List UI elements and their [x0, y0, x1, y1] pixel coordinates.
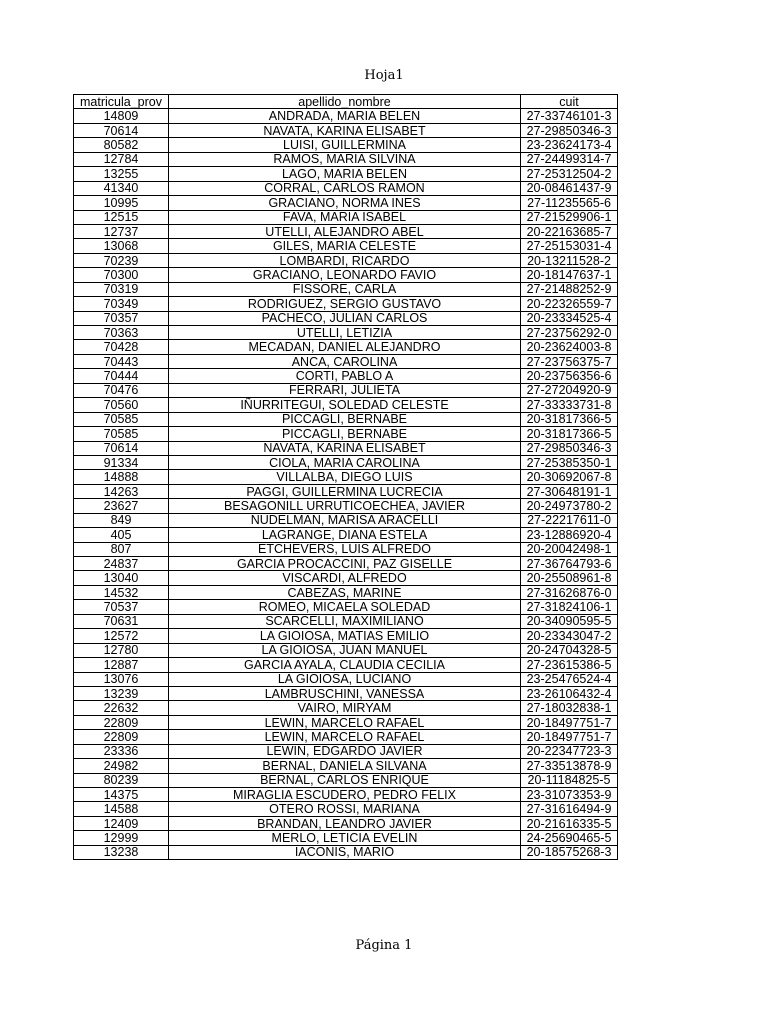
matricula-cell: 849 — [74, 513, 169, 527]
apellido-nombre-cell: ETCHEVERS, LUIS ALFREDO — [169, 542, 521, 556]
matricula-cell: 12780 — [74, 643, 169, 657]
apellido-nombre-cell: FERRARI, JULIETA — [169, 383, 521, 397]
cuit-cell: 20-22326559-7 — [521, 297, 618, 311]
table-row — [74, 484, 618, 498]
matricula-cell: 12887 — [74, 658, 169, 672]
table-row — [74, 383, 618, 397]
matricula-cell: 14263 — [74, 484, 169, 498]
cuit-cell: 20-31817366-5 — [521, 427, 618, 441]
matricula-cell: 80582 — [74, 138, 169, 152]
table-row — [74, 744, 618, 758]
apellido-nombre-cell: LEWIN, MARCELO RAFAEL — [169, 730, 521, 744]
table-row — [74, 730, 618, 744]
matricula-cell: 22632 — [74, 701, 169, 715]
cuit-cell: 27-23615386-5 — [521, 658, 618, 672]
table-row — [74, 686, 618, 700]
apellido-nombre-cell: ANCA, CAROLINA — [169, 354, 521, 368]
sheet-title: Hoja1 — [364, 68, 404, 83]
table-row — [74, 152, 618, 166]
cuit-cell: 27-31616494-9 — [521, 802, 618, 816]
table-row — [74, 181, 618, 195]
cuit-cell: 27-21529906-1 — [521, 210, 618, 224]
matricula-cell: 13076 — [74, 672, 169, 686]
table-row — [74, 282, 618, 296]
cuit-cell: 27-31626876-0 — [521, 585, 618, 599]
apellido-nombre-cell: VAIRO, MIRYAM — [169, 701, 521, 715]
matricula-cell: 14809 — [74, 109, 169, 123]
data-table — [73, 94, 618, 860]
matricula-cell: 12999 — [74, 831, 169, 845]
apellido-nombre-cell: LAGO, MARIA BELEN — [169, 167, 521, 181]
header-row — [74, 95, 618, 109]
apellido-nombre-cell: LA GIOIOSA, JUAN MANUEL — [169, 643, 521, 657]
matricula-cell: 13238 — [74, 845, 169, 859]
matricula-cell: 10995 — [74, 196, 169, 210]
table-row — [74, 802, 618, 816]
matricula-cell: 14375 — [74, 788, 169, 802]
table-row — [74, 455, 618, 469]
cuit-cell: 20-23756356-6 — [521, 369, 618, 383]
apellido-nombre-cell: ROMEO, MICAELA SOLEDAD — [169, 600, 521, 614]
table-row — [74, 167, 618, 181]
matricula-cell: 22809 — [74, 730, 169, 744]
apellido-nombre-cell: PICCAGLI, BERNABE — [169, 412, 521, 426]
cuit-cell: 20-31817366-5 — [521, 412, 618, 426]
table-row — [74, 715, 618, 729]
table-row — [74, 788, 618, 802]
apellido-nombre-cell: LA GIOIOSA, LUCIANO — [169, 672, 521, 686]
cuit-cell: 23-26106432-4 — [521, 686, 618, 700]
apellido-nombre-cell: GARCIA AYALA, CLAUDIA CECILIA — [169, 658, 521, 672]
apellido-nombre-cell: UTELLI, ALEJANDRO ABEL — [169, 224, 521, 238]
matricula-cell: 13255 — [74, 167, 169, 181]
cuit-cell: 27-33746101-3 — [521, 109, 618, 123]
matricula-cell: 12515 — [74, 210, 169, 224]
table-row — [74, 340, 618, 354]
table-row — [74, 224, 618, 238]
cuit-cell: 27-30648191-1 — [521, 484, 618, 498]
apellido-nombre-cell: NUDELMAN, MARISA ARACELLI — [169, 513, 521, 527]
column-header-cuit: cuit — [521, 95, 618, 109]
cuit-cell: 27-23756375-7 — [521, 354, 618, 368]
apellido-nombre-cell: GARCIA PROCACCINI, PAZ GISELLE — [169, 557, 521, 571]
cuit-cell: 27-24499314-7 — [521, 152, 618, 166]
cuit-cell: 20-21616335-5 — [521, 816, 618, 830]
apellido-nombre-cell: RAMOS, MARIA SILVINA — [169, 152, 521, 166]
apellido-nombre-cell: CORRAL, CARLOS RAMON — [169, 181, 521, 195]
matricula-cell: 12737 — [74, 224, 169, 238]
matricula-cell: 70614 — [74, 123, 169, 137]
matricula-cell: 12784 — [74, 152, 169, 166]
matricula-cell: 70560 — [74, 398, 169, 412]
table-row — [74, 311, 618, 325]
table-row — [74, 643, 618, 657]
apellido-nombre-cell: BERNAL, CARLOS ENRIQUE — [169, 773, 521, 787]
table-row — [74, 354, 618, 368]
table-row — [74, 268, 618, 282]
matricula-cell: 70428 — [74, 340, 169, 354]
cuit-cell: 23-12886920-4 — [521, 528, 618, 542]
cuit-cell: 20-24704328-5 — [521, 643, 618, 657]
table-row — [74, 542, 618, 556]
matricula-cell: 41340 — [74, 181, 169, 195]
matricula-cell: 13040 — [74, 571, 169, 585]
cuit-cell: 20-18497751-7 — [521, 715, 618, 729]
apellido-nombre-cell: FAVA, MARIA ISABEL — [169, 210, 521, 224]
cuit-cell: 27-23756292-0 — [521, 326, 618, 340]
apellido-nombre-cell: MIRAGLIA ESCUDERO, PEDRO FELIX — [169, 788, 521, 802]
table-row — [74, 614, 618, 628]
table-row — [74, 398, 618, 412]
cuit-cell: 20-22347723-3 — [521, 744, 618, 758]
cuit-cell: 27-11235565-6 — [521, 196, 618, 210]
matricula-cell: 14888 — [74, 470, 169, 484]
table-row — [74, 629, 618, 643]
cuit-cell: 27-27204920-9 — [521, 383, 618, 397]
cuit-cell: 20-13211528-2 — [521, 253, 618, 267]
cuit-cell: 20-11184825-5 — [521, 773, 618, 787]
matricula-cell: 70357 — [74, 311, 169, 325]
table-row — [74, 427, 618, 441]
matricula-cell: 23336 — [74, 744, 169, 758]
page-footer: Página 1 — [355, 938, 413, 953]
cuit-cell: 20-18497751-7 — [521, 730, 618, 744]
matricula-cell: 70585 — [74, 412, 169, 426]
table-row — [74, 369, 618, 383]
cuit-cell: 20-18575268-3 — [521, 845, 618, 859]
table-row — [74, 441, 618, 455]
apellido-nombre-cell: UTELLI, LETIZIA — [169, 326, 521, 340]
table-row — [74, 239, 618, 253]
matricula-cell: 70585 — [74, 427, 169, 441]
apellido-nombre-cell: IACONIS, MARIO — [169, 845, 521, 859]
apellido-nombre-cell: GILES, MARIA CELESTE — [169, 239, 521, 253]
table-row — [74, 412, 618, 426]
matricula-cell: 70443 — [74, 354, 169, 368]
cuit-cell: 27-25385350-1 — [521, 455, 618, 469]
table-row — [74, 759, 618, 773]
matricula-cell: 13239 — [74, 686, 169, 700]
cuit-cell: 27-29850346-3 — [521, 441, 618, 455]
apellido-nombre-cell: PICCAGLI, BERNABE — [169, 427, 521, 441]
apellido-nombre-cell: VISCARDI, ALFREDO — [169, 571, 521, 585]
apellido-nombre-cell: VILLALBA, DIEGO LUIS — [169, 470, 521, 484]
table-row — [74, 672, 618, 686]
table-row — [74, 557, 618, 571]
apellido-nombre-cell: CABEZAS, MARINE — [169, 585, 521, 599]
cuit-cell: 23-31073353-9 — [521, 788, 618, 802]
apellido-nombre-cell: BESAGONILL URRUTICOECHEA, JAVIER — [169, 499, 521, 513]
table-row — [74, 210, 618, 224]
matricula-cell: 70300 — [74, 268, 169, 282]
cuit-cell: 27-18032838-1 — [521, 701, 618, 715]
matricula-cell: 70349 — [74, 297, 169, 311]
cuit-cell: 20-22163685-7 — [521, 224, 618, 238]
matricula-cell: 22809 — [74, 715, 169, 729]
matricula-cell: 12572 — [74, 629, 169, 643]
table-row — [74, 773, 618, 787]
apellido-nombre-cell: FISSORE, CARLA — [169, 282, 521, 296]
table-row — [74, 658, 618, 672]
cuit-cell: 20-23343047-2 — [521, 629, 618, 643]
cuit-cell: 20-08461437-9 — [521, 181, 618, 195]
apellido-nombre-cell: BRANDAN, LEANDRO JAVIER — [169, 816, 521, 830]
apellido-nombre-cell: NAVATA, KARINA ELISABET — [169, 441, 521, 455]
apellido-nombre-cell: CORTI, PABLO A — [169, 369, 521, 383]
table-row — [74, 109, 618, 123]
table-row — [74, 138, 618, 152]
matricula-cell: 13068 — [74, 239, 169, 253]
matricula-cell: 24837 — [74, 557, 169, 571]
table-row — [74, 499, 618, 513]
table-row — [74, 585, 618, 599]
table-row — [74, 513, 618, 527]
matricula-cell: 23627 — [74, 499, 169, 513]
apellido-nombre-cell: GRACIANO, LEONARDO FAVIO — [169, 268, 521, 282]
matricula-cell: 405 — [74, 528, 169, 542]
table-row — [74, 196, 618, 210]
table-row — [74, 816, 618, 830]
cuit-cell: 20-18147637-1 — [521, 268, 618, 282]
cuit-cell: 24-25690465-5 — [521, 831, 618, 845]
apellido-nombre-cell: PACHECO, JULIAN CARLOS — [169, 311, 521, 325]
table-row — [74, 326, 618, 340]
matricula-cell: 70476 — [74, 383, 169, 397]
apellido-nombre-cell: RODRIGUEZ, SERGIO GUSTAVO — [169, 297, 521, 311]
matricula-cell: 14532 — [74, 585, 169, 599]
apellido-nombre-cell: LUISI, GUILLERMINA — [169, 138, 521, 152]
apellido-nombre-cell: NAVATA, KARINA ELISABET — [169, 123, 521, 137]
apellido-nombre-cell: PAGGI, GUILLERMINA LUCRECIA — [169, 484, 521, 498]
apellido-nombre-cell: LAGRANGE, DIANA ESTELA — [169, 528, 521, 542]
table-row — [74, 253, 618, 267]
apellido-nombre-cell: MERLO, LETICIA EVELIN — [169, 831, 521, 845]
matricula-cell: 807 — [74, 542, 169, 556]
matricula-cell: 80239 — [74, 773, 169, 787]
apellido-nombre-cell: LA GIOIOSA, MATIAS EMILIO — [169, 629, 521, 643]
apellido-nombre-cell: LEWIN, EDGARDO JAVIER — [169, 744, 521, 758]
table-row — [74, 600, 618, 614]
apellido-nombre-cell: LAMBRUSCHINI, VANESSA — [169, 686, 521, 700]
table-row — [74, 470, 618, 484]
table-row — [74, 831, 618, 845]
apellido-nombre-cell: BERNAL, DANIELA SILVANA — [169, 759, 521, 773]
cuit-cell: 27-36764793-6 — [521, 557, 618, 571]
cuit-cell: 27-29850346-3 — [521, 123, 618, 137]
cuit-cell: 27-33513878-9 — [521, 759, 618, 773]
table-row — [74, 297, 618, 311]
cuit-cell: 20-23624003-8 — [521, 340, 618, 354]
cuit-cell: 27-25153031-4 — [521, 239, 618, 253]
apellido-nombre-cell: MECADAN, DANIEL ALEJANDRO — [169, 340, 521, 354]
cuit-cell: 20-34090595-5 — [521, 614, 618, 628]
table-row — [74, 123, 618, 137]
matricula-cell: 70444 — [74, 369, 169, 383]
cuit-cell: 27-31824106-1 — [521, 600, 618, 614]
apellido-nombre-cell: GRACIANO, NORMA INES — [169, 196, 521, 210]
apellido-nombre-cell: LEWIN, MARCELO RAFAEL — [169, 715, 521, 729]
table-row — [74, 571, 618, 585]
cuit-cell: 20-24973780-2 — [521, 499, 618, 513]
cuit-cell: 23-23624173-4 — [521, 138, 618, 152]
matricula-cell: 12409 — [74, 816, 169, 830]
cuit-cell: 20-20042498-1 — [521, 542, 618, 556]
matricula-cell: 14588 — [74, 802, 169, 816]
apellido-nombre-cell: OTERO ROSSI, MARIANA — [169, 802, 521, 816]
column-header-matricula: matricula_prov — [74, 95, 169, 109]
apellido-nombre-cell: CIOLA, MARIA CAROLINA — [169, 455, 521, 469]
cuit-cell: 27-21488252-9 — [521, 282, 618, 296]
matricula-cell: 70239 — [74, 253, 169, 267]
cuit-cell: 27-33333731-8 — [521, 398, 618, 412]
matricula-cell: 70319 — [74, 282, 169, 296]
table-row — [74, 701, 618, 715]
apellido-nombre-cell: IÑURRITEGUI, SOLEDAD CELESTE — [169, 398, 521, 412]
matricula-cell: 24982 — [74, 759, 169, 773]
cuit-cell: 23-25476524-4 — [521, 672, 618, 686]
cuit-cell: 20-23334525-4 — [521, 311, 618, 325]
matricula-cell: 91334 — [74, 455, 169, 469]
table-row — [74, 528, 618, 542]
matricula-cell: 70363 — [74, 326, 169, 340]
apellido-nombre-cell: SCARCELLI, MAXIMILIANO — [169, 614, 521, 628]
matricula-cell: 70614 — [74, 441, 169, 455]
cuit-cell: 20-25508961-8 — [521, 571, 618, 585]
matricula-cell: 70631 — [74, 614, 169, 628]
cuit-cell: 27-22217611-0 — [521, 513, 618, 527]
apellido-nombre-cell: LOMBARDI, RICARDO — [169, 253, 521, 267]
table-row — [74, 845, 618, 859]
column-header-apellido-nombre: apellido_nombre — [169, 95, 521, 109]
cuit-cell: 27-25312504-2 — [521, 167, 618, 181]
cuit-cell: 20-30692067-8 — [521, 470, 618, 484]
apellido-nombre-cell: ANDRADA, MARIA BELEN — [169, 109, 521, 123]
matricula-cell: 70537 — [74, 600, 169, 614]
